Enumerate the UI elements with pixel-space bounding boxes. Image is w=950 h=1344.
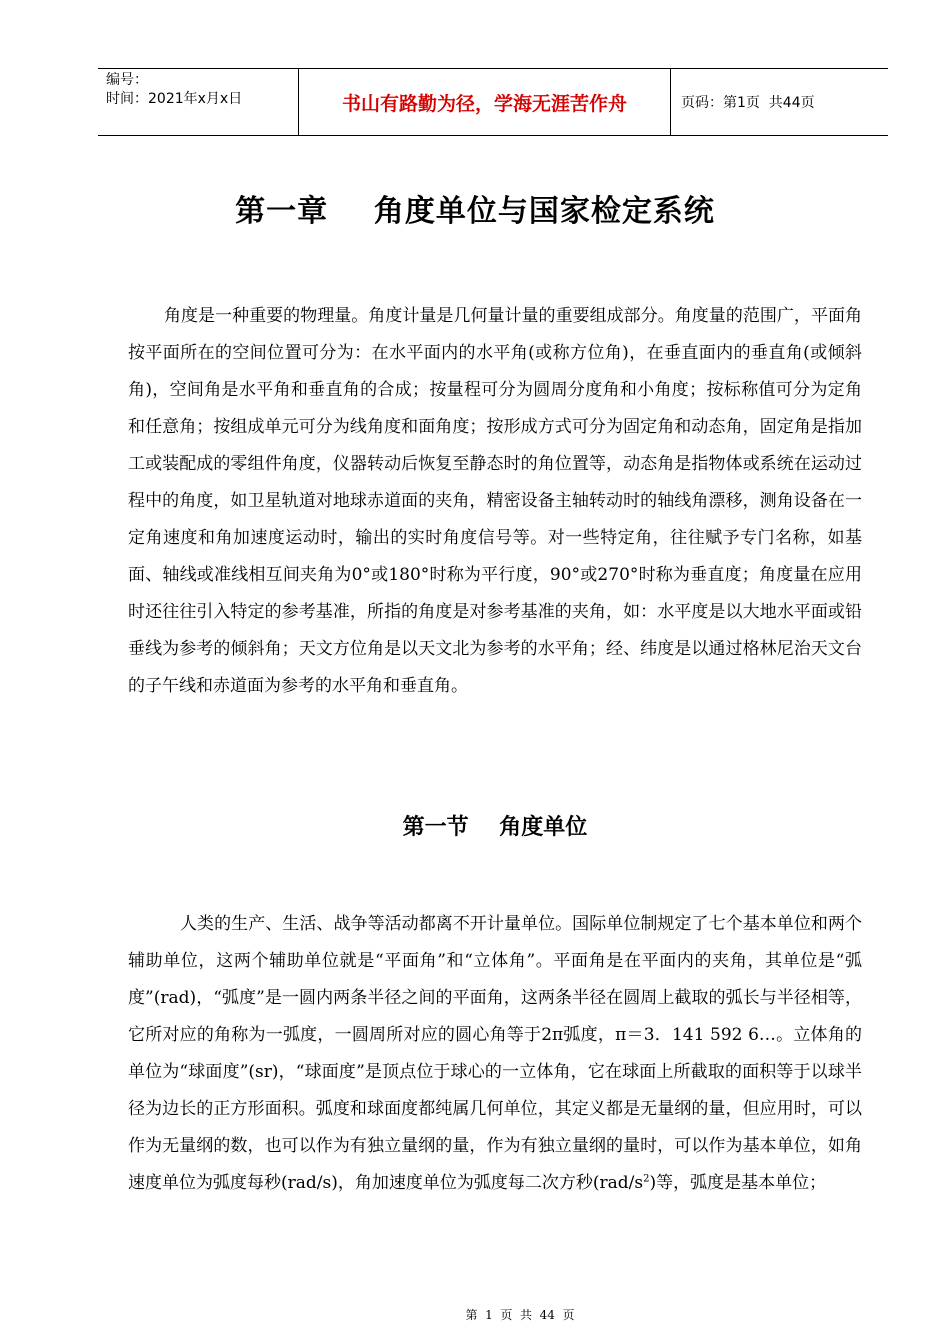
time-label: 时间：2021年x月x日 xyxy=(106,91,243,107)
superscript-two: 2 xyxy=(643,1173,650,1185)
page-info-text: 页码：第1页 共44页 xyxy=(681,95,815,111)
section-title: 第一节 角度单位 xyxy=(402,815,588,840)
units-paragraph-tail: )等，弧度是基本单位； xyxy=(649,1173,827,1193)
page-footer: 第 1 页 共 44 页 xyxy=(465,1308,575,1322)
page-info-cell xyxy=(671,69,888,135)
document-header xyxy=(98,68,888,136)
units-paragraph-text: 人类的生产、生活、战争等活动都离不开计量单位。国际单位制规定了七个基本单位和两个辅助单位，这两个辅助单位就是“平面角”和“立体角”。平面角是在平面内的夹角，其单位是“弧度”(rad)，“弧度”是一圆内两条半径之间的平面角，这两条半径在圆周上截取的弧长与半径相等，它所对应的角称为一弧度，一圆周所对应的圆心角等于2π弧度，π＝3．141 592 6…。立体角的单位为“球面度”(sr)，“球面度”是顶点位于球心的一立体角，它在球面上所截取的面积等于以球半径为边长的正方形面积。弧度和球面度都纯属几何单位，其定义都是无量纲的量，但应用时，可以作为无量纲的数，也可以作为有独立量纲的量，作为有独立量纲的量时，可以作为基本单位，如角速度单位为弧度每秒(rad/s)，角加速度单位为弧度每二次方秒(rad/s xyxy=(128,914,862,1193)
units-paragraph xyxy=(128,906,862,1202)
number-label: 编号： xyxy=(106,72,148,88)
intro-paragraph: 角度是一种重要的物理量。角度计量是几何量计量的重要组成部分。角度量的范围广，平面角按平面所在的空间位置可分为：在水平面内的水平角(或称方位角)，在垂直面内的垂直角(或倾斜角)，空间角是水平角和垂直角的合成；按量程可分为圆周分度角和小角度；按标称值可分为定角和任意角；按组成单元可分为线角度和面角度；按形成方式可分为固定角和动态角，固定角是指加工或装配成的零组件角度，仪器转动后恢复至静态时的角位置等，动态角是指物体或系统在运动过程中的角度，如卫星轨道对地球赤道面的夹角，精密设备主轴转动时的轴线角漂移，测角设备在一定角速度和角加速度运动时，输出的实时角度信号等。对一些特定角，往往赋予专门名称，如基面、轴线或准线相互间夹角为0°或180°时称为平行度，90°或270°时称为垂直度；角度量在应用时还往往引入特定的参考基准，所指的角度是对参考基准的夹角，如：水平度是以大地水平面或铅垂线为参考的倾斜角；天文方位角是以天文北为参考的水平角；经、纬度是以通过格林尼治天文台的子午线和赤道面为参考的水平角和垂直角。 xyxy=(128,306,862,696)
motto-cell xyxy=(299,69,671,135)
chapter-title: 第一章 角度单位与国家检定系统 xyxy=(235,194,715,229)
header-meta-cell xyxy=(98,69,299,135)
motto-text: 书山有路勤为径，学海无涯苦作舟 xyxy=(341,92,627,115)
